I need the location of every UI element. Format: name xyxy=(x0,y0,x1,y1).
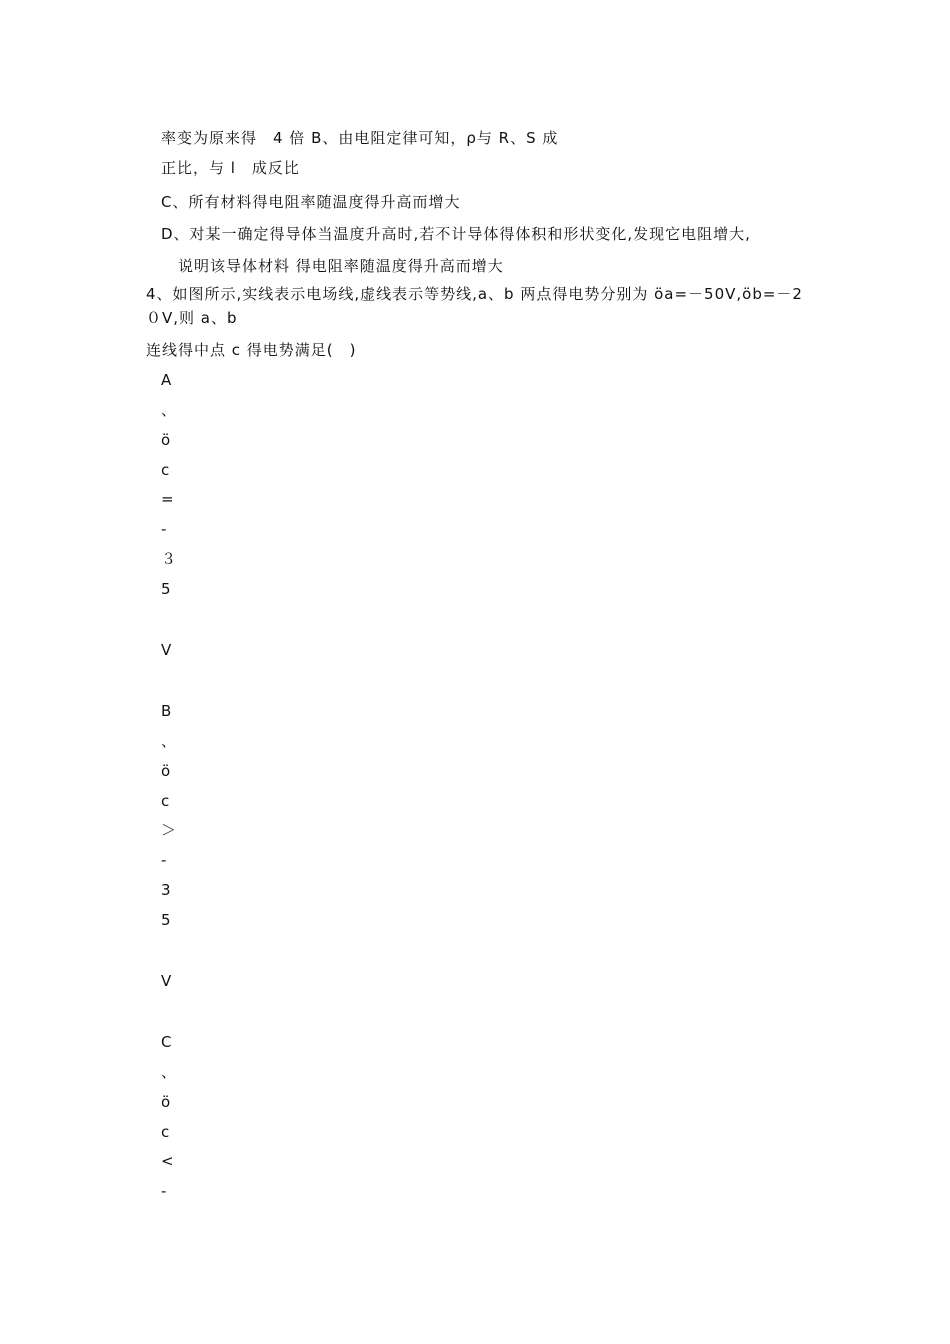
option-d-statement: D、对某一确定得导体当温度升高时,若不计导体得体积和形状变化,发现它电阻增大, xyxy=(161,225,751,243)
text-line-2: 正比，与 l 成反比 xyxy=(161,159,300,177)
text-line-1: 率变为原来得 4 倍 B、由电阻定律可知，ρ与 R、S 成 xyxy=(161,129,559,147)
option-b-char: 5 xyxy=(161,911,171,929)
option-c-char: < xyxy=(161,1152,174,1170)
option-a-char: ö xyxy=(161,431,171,449)
option-c-char: C xyxy=(161,1033,172,1051)
option-b-char: ＞ xyxy=(161,821,177,839)
option-c-char: 、 xyxy=(161,1063,177,1081)
option-a-char: ３ xyxy=(161,550,177,568)
option-d-continuation: 说明该导体材料 得电阻率随温度得升高而增大 xyxy=(178,257,504,275)
question-4-prompt: 连线得中点 c 得电势满足( ) xyxy=(146,341,357,359)
option-a-char: V xyxy=(161,641,172,659)
option-a-char: - xyxy=(161,520,167,538)
option-b-char: ö xyxy=(161,762,171,780)
option-c-char: ö xyxy=(161,1093,171,1111)
question-4-stem: 4、如图所示,实线表示电场线,虚线表示等势线,a、b 两点得电势分别为 öa=－50V,öb=－2 xyxy=(146,285,803,303)
option-a-char: 5 xyxy=(161,580,171,598)
option-c-char: c xyxy=(161,1123,170,1141)
option-a-char: 、 xyxy=(161,401,177,419)
option-b-char: 、 xyxy=(161,732,177,750)
question-4-stem-cont: ０V,则 a、b xyxy=(146,309,238,327)
option-b-char: c xyxy=(161,792,170,810)
option-a-char: A xyxy=(161,371,172,389)
option-c-statement: C、所有材料得电阻率随温度得升高而增大 xyxy=(161,193,461,211)
option-b-char: V xyxy=(161,972,172,990)
option-b-char: 3 xyxy=(161,881,171,899)
option-a-char: = xyxy=(161,490,174,508)
option-c-char: - xyxy=(161,1182,167,1200)
option-b-char: - xyxy=(161,851,167,869)
option-b-char: B xyxy=(161,702,172,720)
option-a-char: c xyxy=(161,461,170,479)
